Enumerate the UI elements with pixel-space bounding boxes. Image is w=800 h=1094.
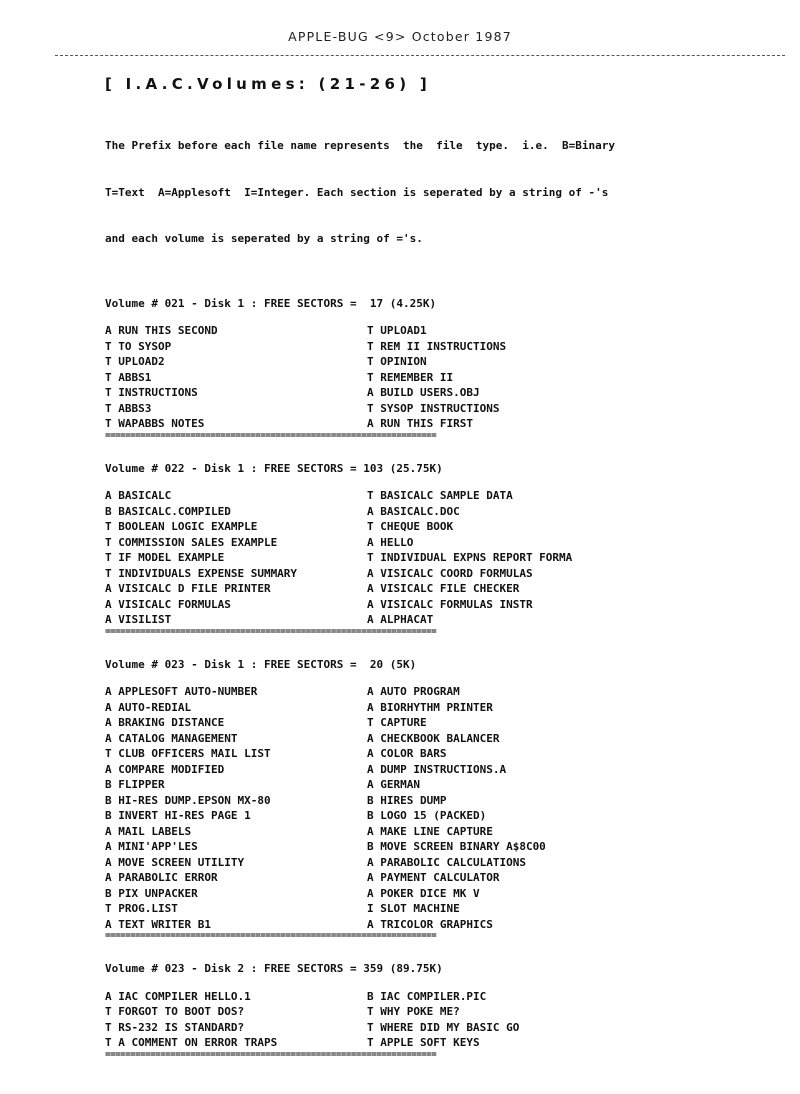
volume-section — [105, 461, 745, 637]
file-entry: T CAPTURE — [367, 716, 427, 729]
file-list — [105, 488, 745, 628]
file-entry: T SYSOP INSTRUCTIONS — [367, 401, 500, 415]
file-entry: T FORGOT TO BOOT DOS? — [105, 1005, 245, 1018]
file-entry: A MAIL LABELS — [105, 824, 192, 838]
volume-heading: Volume # 021 - Disk 1 : FREE SECTORS = 17 (4.25K) — [105, 296, 437, 310]
file-entry: T WHY POKE ME? — [367, 1005, 460, 1018]
file-entry: B BASICALC.COMPILED — [105, 504, 231, 518]
file-entry: A VISICALC FORMULAS — [105, 597, 231, 611]
file-entry: A BASICALC.DOC — [367, 504, 460, 518]
file-entry: A MAKE LINE CAPTURE — [367, 824, 493, 838]
file-entry: A IAC COMPILER HELLO.1 — [105, 989, 251, 1003]
file-entry: A DUMP INSTRUCTIONS.A — [367, 762, 507, 776]
file-entry: A VISICALC COORD FORMULAS — [367, 566, 533, 580]
file-entry: A VISILIST — [105, 613, 172, 626]
file-entry: T CLUB OFFICERS MAIL LIST — [105, 747, 271, 760]
file-entry: T ABBS3 — [105, 401, 152, 415]
intro-line: The Prefix before each file name represents the file type. i.e. B=Binary — [105, 139, 615, 152]
file-entry: T WAPABBS NOTES — [105, 417, 205, 430]
document-title: [ I.A.C.Volumes: (21-26) ] — [105, 75, 432, 93]
file-entry: A BUILD USERS.OBJ — [367, 386, 480, 399]
file-entry: T ABBS1 — [105, 370, 152, 384]
volume-heading: Volume # 023 - Disk 1 : FREE SECTORS = 20 (5K) — [105, 657, 417, 671]
file-entry: A HELLO — [367, 535, 414, 549]
file-entry: T UPLOAD1 — [367, 324, 427, 337]
volume-separator: ================================================================== — [105, 627, 437, 637]
file-entry: A POKER DICE MK V — [367, 886, 480, 900]
file-entry: T REM II INSTRUCTIONS — [367, 339, 507, 353]
file-entry: T PROG.LIST — [105, 902, 178, 915]
file-entry: B IAC COMPILER.PIC — [367, 989, 487, 1003]
volume-heading: Volume # 022 - Disk 1 : FREE SECTORS = 103 (25.75K) — [105, 461, 443, 475]
file-entry: I SLOT MACHINE — [367, 902, 460, 915]
volume-heading: Volume # 023 - Disk 2 : FREE SECTORS = 359 (89.75K) — [105, 962, 443, 975]
file-entry: T CHEQUE BOOK — [367, 520, 454, 533]
file-entry: A RUN THIS SECOND — [105, 324, 218, 337]
file-entry: A RUN THIS FIRST — [367, 417, 473, 430]
file-entry: A CHECKBOOK BALANCER — [367, 731, 500, 745]
page-header: APPLE-BUG <9> October 1987 — [288, 29, 512, 44]
volume-section — [105, 961, 745, 1060]
volume-separator: ================================================================== — [105, 431, 437, 441]
file-entry: T COMMISSION SALES EXAMPLE — [105, 535, 278, 549]
file-entry: T A COMMENT ON ERROR TRAPS — [105, 1036, 278, 1049]
file-entry: A VISICALC FILE CHECKER — [367, 582, 520, 595]
file-entry: A APPLESOFT AUTO-NUMBER — [105, 685, 258, 698]
file-entry: B PIX UNPACKER — [105, 886, 198, 900]
file-entry: A COLOR BARS — [367, 747, 447, 760]
intro-line: T=Text A=Applesoft I=Integer. Each section is seperated by a string of -'s — [105, 185, 609, 199]
file-entry: B FLIPPER — [105, 778, 165, 791]
file-entry: T IF MODEL EXAMPLE — [105, 551, 225, 564]
file-entry: T OPINION — [367, 355, 427, 368]
file-entry: B HI-RES DUMP.EPSON MX-80 — [105, 793, 271, 807]
file-list — [105, 684, 745, 932]
file-entry: T UPLOAD2 — [105, 355, 165, 368]
file-entry: T RS-232 IS STANDARD? — [105, 1020, 245, 1034]
file-entry: B HIRES DUMP — [367, 793, 447, 807]
file-entry: A VISICALC FORMULAS INSTR — [367, 597, 533, 611]
volume-separator: ================================================================== — [105, 1050, 437, 1060]
file-list — [105, 989, 745, 1051]
volume-section — [105, 657, 745, 942]
file-entry: T BOOLEAN LOGIC EXAMPLE — [105, 520, 258, 533]
file-entry: A AUTO PROGRAM — [367, 685, 460, 698]
file-entry: T INDIVIDUAL EXPNS REPORT FORMA — [367, 551, 573, 564]
file-entry: B LOGO 15 (PACKED) — [367, 809, 487, 822]
file-entry: T APPLE SOFT KEYS — [367, 1036, 480, 1049]
volume-section — [105, 296, 745, 441]
intro-paragraph — [105, 107, 745, 278]
file-entry: T WHERE DID MY BASIC GO — [367, 1020, 520, 1034]
file-entry: A TRICOLOR GRAPHICS — [367, 917, 493, 931]
file-entry: A BRAKING DISTANCE — [105, 716, 225, 729]
file-entry: A CATALOG MANAGEMENT — [105, 731, 238, 745]
file-entry: A GERMAN — [367, 778, 420, 791]
file-entry: A ALPHACAT — [367, 613, 434, 626]
file-entry: T INDIVIDUALS EXPENSE SUMMARY — [105, 566, 298, 580]
file-entry: A PAYMENT CALCULATOR — [367, 871, 500, 884]
file-entry: T TO SYSOP — [105, 339, 172, 353]
file-entry: A PARABOLIC ERROR — [105, 871, 218, 884]
file-entry: A COMPARE MODIFIED — [105, 762, 225, 776]
file-entry: A MOVE SCREEN UTILITY — [105, 855, 245, 869]
file-entry: A PARABOLIC CALCULATIONS — [367, 855, 526, 869]
file-entry: B MOVE SCREEN BINARY A$8C00 — [367, 840, 546, 853]
file-entry: A MINI'APP'LES — [105, 840, 198, 853]
file-entry: T BASICALC SAMPLE DATA — [367, 489, 513, 502]
document-body — [105, 75, 745, 1080]
intro-line: and each volume is seperated by a string of ='s. — [105, 232, 423, 245]
file-entry: A AUTO-REDIAL — [105, 700, 192, 714]
file-entry: A BIORHYTHM PRINTER — [367, 700, 493, 714]
header-dashed-rule — [55, 55, 785, 56]
volume-sections — [105, 296, 745, 1060]
file-list — [105, 323, 745, 432]
file-entry: T REMEMBER II — [367, 370, 454, 384]
file-entry: B INVERT HI-RES PAGE 1 — [105, 809, 251, 822]
file-entry: T INSTRUCTIONS — [105, 386, 198, 399]
volume-separator: ================================================================== — [105, 932, 437, 941]
file-entry: A BASICALC — [105, 489, 172, 502]
file-entry: A TEXT WRITER B1 — [105, 917, 211, 931]
file-entry: A VISICALC D FILE PRINTER — [105, 582, 271, 595]
